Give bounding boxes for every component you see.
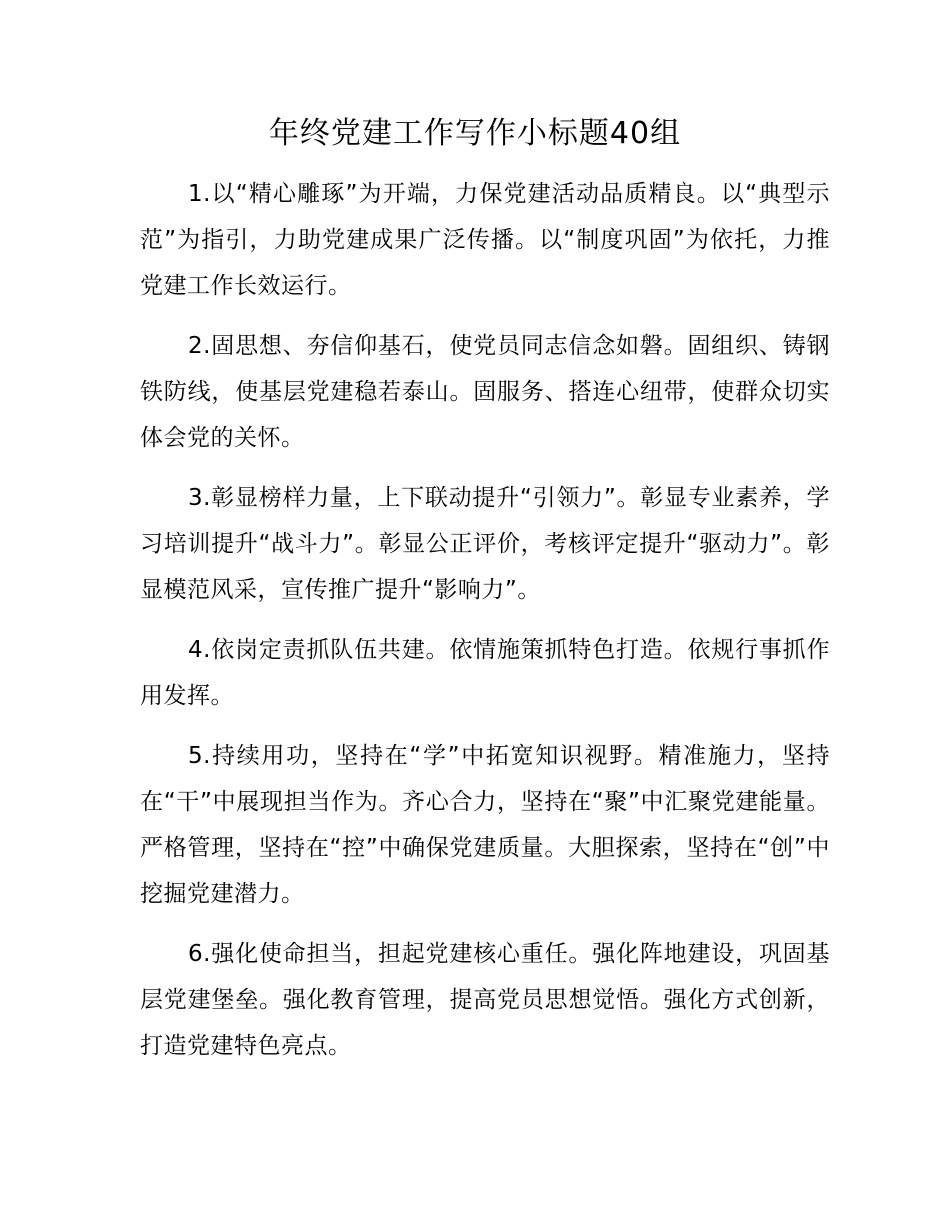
- paragraph-3: 3.彰显榜样力量，上下联动提升“引领力”。彰显专业素养，学习培训提升“战斗力”。彰显公正评价，考核评定提升“驱动力”。彰显模范风采，宣传推广提升“影响力”。: [140, 485, 830, 603]
- paragraph-4: 4.依岗定责抓队伍共建。依情施策抓特色打造。依规行事抓作用发挥。: [140, 637, 830, 709]
- paragraph-1: 1.以“精心雕琢”为开端，力保党建活动品质精良。以“典型示范”为指引，力助党建成果广泛传播。以“制度巩固”为依托，力推党建工作长效运行。: [140, 181, 830, 299]
- paragraph-2: 2.固思想、夯信仰基石，使党员同志信念如磐。固组织、铸钢铁防线，使基层党建稳若泰山。固服务、搭连心纽带，使群众切实体会党的关怀。: [140, 333, 830, 451]
- paragraph-5: 5.持续用功，坚持在“学”中拓宽知识视野。精准施力，坚持在“干”中展现担当作为。齐心合力，坚持在“聚”中汇聚党建能量。严格管理，坚持在“控”中确保党建质量。大胆探索，坚持在“创”中挖掘党建潜力。: [140, 743, 830, 907]
- document-body: [140, 171, 830, 1083]
- paragraph-6: 6.强化使命担当，担起党建核心重任。强化阵地建设，巩固基层党建堡垒。强化教育管理，提高党员思想觉悟。强化方式创新，打造党建特色亮点。: [140, 941, 830, 1059]
- document-title: 年终党建工作写作小标题40组: [268, 116, 682, 151]
